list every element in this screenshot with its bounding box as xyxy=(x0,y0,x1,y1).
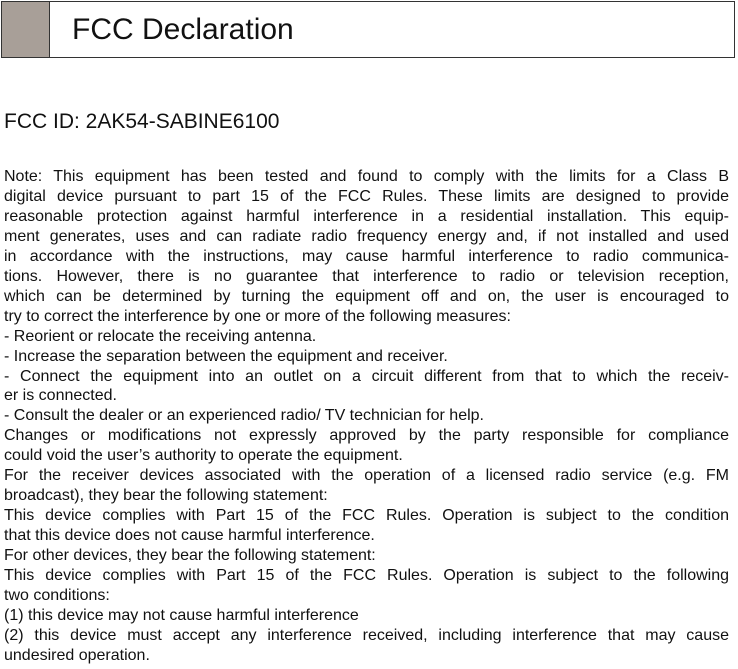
header-box xyxy=(1,1,735,58)
body-line: two conditions: xyxy=(4,587,110,605)
condition-item: (2) this device must accept any interference received, including interference that may cause xyxy=(4,626,729,644)
body-line: For other devices, they bear the following statement: xyxy=(4,547,376,565)
bullet-item: - Increase the separation between the equipment and receiver. xyxy=(4,347,448,365)
body-line: ment generates, uses and can radiate radio frequency energy and, if not installed and used xyxy=(4,227,729,245)
body-line: digital device pursuant to part 15 of the FCC Rules. These limits are designed to provide xyxy=(4,187,729,205)
body-line: that this device does not cause harmful interference. xyxy=(4,527,375,545)
body-line: This device complies with Part 15 of the FCC Rules. Operation is subject to the following xyxy=(4,567,729,585)
body-line: broadcast), they bear the following statement: xyxy=(4,487,328,505)
body-line: try to correct the interference by one or more of the following measures: xyxy=(4,307,511,325)
condition-item: (1) this device may not cause harmful interference xyxy=(4,606,359,624)
bullet-item: - Reorient or relocate the receiving antenna. xyxy=(4,327,317,345)
bullet-item: - Connect the equipment into an outlet on a circuit different from that to which the receiv- xyxy=(4,367,729,385)
body-line: could void the user’s authority to operate the equipment. xyxy=(4,447,403,465)
body-line: Changes or modifications not expressly approved by the party responsible for compliance xyxy=(4,427,729,445)
body-line: which can be determined by turning the equipment off and on, the user is encouraged to xyxy=(4,287,729,305)
condition-item-continued: undesired operation. xyxy=(4,646,150,664)
body-line: reasonable protection against harmful interference in a residential installation. This equip- xyxy=(4,207,729,225)
bullet-item: - Consult the dealer or an experienced radio/ TV technician for help. xyxy=(4,407,484,425)
fcc-statement-body xyxy=(4,167,736,666)
body-line: Note: This equipment has been tested and found to comply with the limits for a Class B xyxy=(4,168,729,185)
fcc-id: FCC ID: 2AK54-SABINE6100 xyxy=(4,110,280,133)
body-line: tions. However, there is no guarantee that interference to radio or television reception, xyxy=(4,267,729,285)
body-line: in accordance with the instructions, may cause harmful interference to radio communica- xyxy=(4,247,729,265)
body-line: This device complies with Part 15 of the FCC Rules. Operation is subject to the condition xyxy=(4,507,729,525)
page-title: FCC Declaration xyxy=(72,13,294,46)
body-line: For the receiver devices associated with the operation of a licensed radio service (e.g. FM xyxy=(4,467,729,485)
bullet-item-continued: er is connected. xyxy=(4,387,117,405)
header-accent-block xyxy=(2,2,50,57)
